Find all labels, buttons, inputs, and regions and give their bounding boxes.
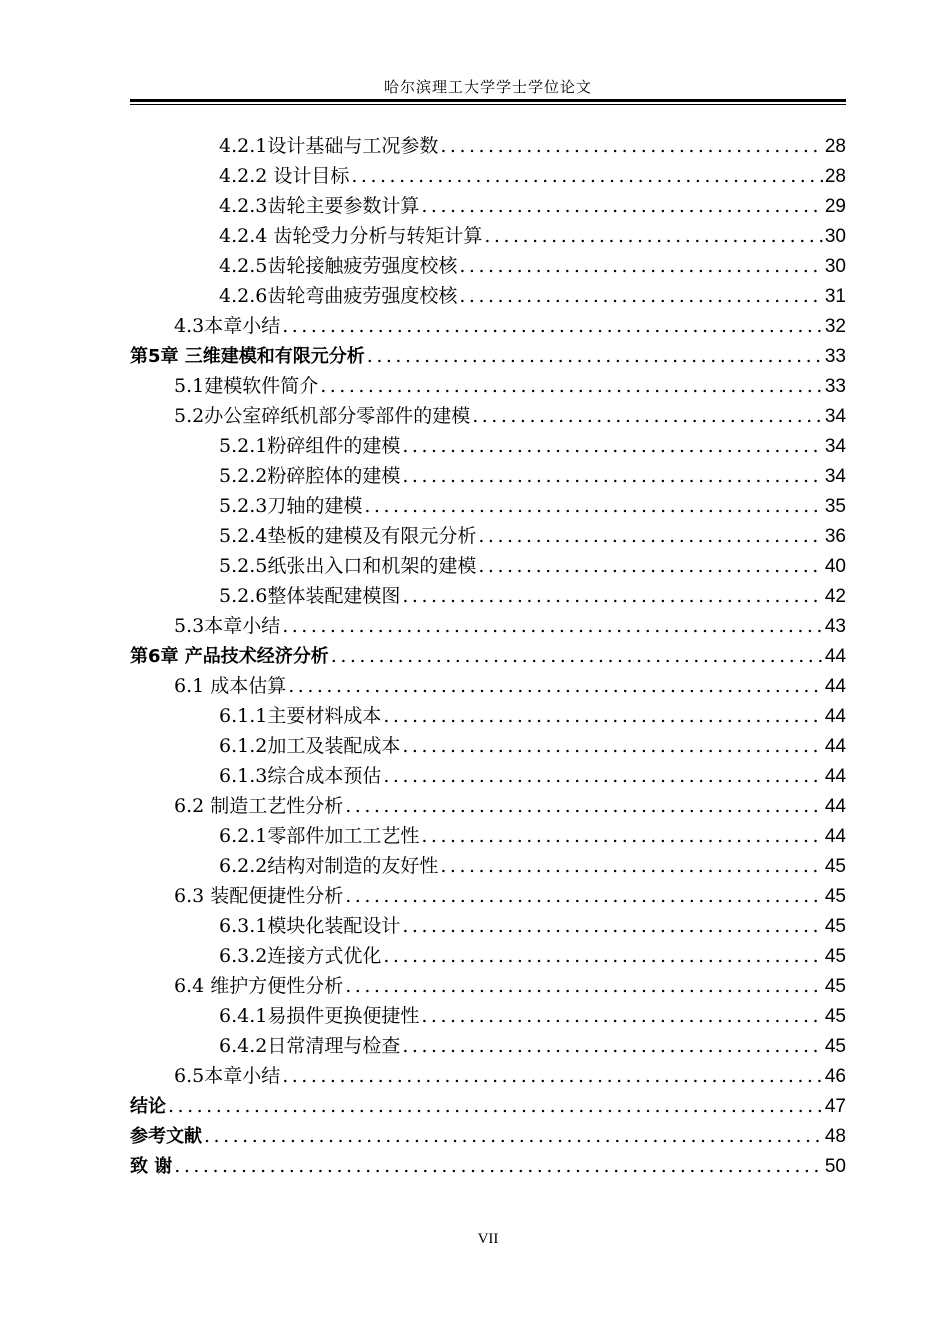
toc-entry[interactable] [130,701,846,731]
toc-entry-page: 44 [824,826,846,847]
toc-entry-page: 47 [824,1096,846,1117]
toc-entry-title: 4.2.6齿轮弯曲疲劳强度校核 [219,285,458,307]
toc-entry-page: 45 [824,946,846,967]
toc-dot-leader [383,941,823,971]
toc-entry[interactable] [130,251,846,281]
toc-dot-leader [472,401,823,431]
toc-entry[interactable] [130,341,846,371]
toc-entry-page: 32 [824,316,846,337]
toc-entry-page: 44 [824,646,846,667]
toc-entry[interactable] [130,551,846,581]
toc-dot-leader [402,911,823,941]
toc-entry[interactable] [130,281,846,311]
toc-entry-title: 6.5本章小结 [174,1065,281,1087]
toc-dot-leader [478,521,823,551]
toc-entry[interactable] [130,611,846,641]
toc-dot-leader [345,971,823,1001]
toc-entry-page: 33 [824,376,846,397]
toc-entry-page: 44 [824,706,846,727]
toc-entry-page: 48 [824,1126,846,1147]
table-of-contents [130,131,846,1181]
toc-entry[interactable] [130,461,846,491]
toc-entry-page: 28 [824,166,846,187]
toc-entry-page: 34 [824,466,846,487]
toc-dot-leader [402,731,823,761]
toc-entry[interactable] [130,311,846,341]
toc-entry-page: 50 [824,1156,846,1177]
toc-dot-leader [351,161,822,191]
toc-entry[interactable] [130,1001,846,1031]
page-number: VII [477,1231,499,1247]
toc-dot-leader [282,1061,823,1091]
toc-entry[interactable] [130,491,846,521]
toc-dot-leader [402,1031,823,1061]
toc-dot-leader [383,701,823,731]
toc-entry-title: 5.2.5纸张出入口和机架的建模 [219,555,477,577]
toc-entry-title: 6.1 成本估算 [174,675,287,697]
toc-dot-leader [383,761,823,791]
toc-entry[interactable] [130,881,846,911]
toc-dot-leader [331,641,823,671]
toc-dot-leader [402,461,823,491]
toc-entry[interactable] [130,941,846,971]
toc-entry-title: 6.4.1易损件更换便捷性 [219,1005,420,1027]
toc-entry-page: 44 [824,766,846,787]
toc-entry[interactable] [130,911,846,941]
toc-entry[interactable] [130,641,846,671]
toc-entry-title: 4.3本章小结 [174,315,281,337]
toc-entry-page: 46 [824,1066,846,1087]
toc-dot-leader [282,311,823,341]
toc-dot-leader [402,581,823,611]
toc-entry-title: 6.1.1主要材料成本 [219,705,382,727]
toc-entry-title: 6.3 装配便捷性分析 [174,885,344,907]
toc-entry[interactable] [130,731,846,761]
toc-entry-title: 4.2.4 齿轮受力分析与转矩计算 [219,225,483,247]
toc-entry[interactable] [130,221,846,251]
toc-entry-title: 5.2.3刀轴的建模 [219,495,363,517]
toc-entry-page: 35 [824,496,846,517]
toc-entry-title: 致 谢 [130,1156,173,1177]
toc-entry[interactable] [130,1121,846,1151]
toc-entry-title: 5.2办公室碎纸机部分零部件的建模 [174,405,471,427]
toc-entry-page: 40 [824,556,846,577]
toc-entry-title: 6.4 维护方便性分析 [174,975,344,997]
toc-entry[interactable] [130,671,846,701]
toc-dot-leader [402,431,823,461]
toc-dot-leader [364,491,823,521]
toc-entry-page: 34 [824,406,846,427]
toc-entry-page: 44 [824,736,846,757]
toc-entry-title: 4.2.3齿轮主要参数计算 [219,195,420,217]
toc-entry-title: 6.3.2连接方式优化 [219,945,382,967]
toc-entry[interactable] [130,971,846,1001]
toc-entry-page: 45 [824,886,846,907]
toc-dot-leader [440,131,823,161]
toc-dot-leader [174,1151,823,1181]
toc-entry-page: 36 [824,526,846,547]
toc-entry[interactable] [130,1151,846,1181]
toc-entry[interactable] [130,791,846,821]
toc-entry-title: 第6章 产品技术经济分析 [130,646,329,667]
toc-entry-title: 5.2.1粉碎组件的建模 [219,435,401,457]
toc-dot-leader [478,551,823,581]
toc-entry-title: 4.2.2 设计目标 [219,165,350,187]
toc-entry-page: 29 [824,196,846,217]
toc-entry-page: 34 [824,436,846,457]
toc-entry-page: 28 [824,136,846,157]
toc-entry[interactable] [130,761,846,791]
toc-entry[interactable] [130,1061,846,1091]
toc-entry-title: 6.1.2加工及装配成本 [219,735,401,757]
toc-entry-title: 6.4.2日常清理与检查 [219,1035,401,1057]
toc-dot-leader [484,221,822,251]
toc-dot-leader [440,851,823,881]
toc-entry[interactable] [130,581,846,611]
toc-entry-page: 45 [824,976,846,997]
toc-entry-title: 6.1.3综合成本预估 [219,765,382,787]
toc-entry[interactable] [130,401,846,431]
toc-entry-page: 45 [824,1006,846,1027]
toc-entry-page: 45 [824,916,846,937]
toc-entry-title: 5.1建模软件简介 [174,375,319,397]
toc-entry-title: 4.2.1设计基础与工况参数 [219,135,439,157]
toc-entry-title: 5.3本章小结 [174,615,281,637]
toc-entry[interactable] [130,851,846,881]
toc-entry-page: 31 [824,286,846,307]
toc-entry-title: 6.2.2结构对制造的友好性 [219,855,439,877]
toc-dot-leader [421,1001,823,1031]
toc-entry[interactable] [130,821,846,851]
toc-entry-title: 参考文献 [130,1126,202,1147]
toc-dot-leader [345,791,823,821]
toc-entry-title: 第5章 三维建模和有限元分析 [130,346,365,367]
toc-entry-title: 6.3.1模块化装配设计 [219,915,401,937]
toc-entry[interactable] [130,191,846,221]
toc-dot-leader [459,251,823,281]
toc-dot-leader [168,1091,823,1121]
toc-entry-title: 5.2.4垫板的建模及有限元分析 [219,525,477,547]
header-rule-thin [130,104,846,105]
toc-dot-leader [459,281,823,311]
toc-entry[interactable] [130,371,846,401]
toc-entry-page: 45 [824,1036,846,1057]
toc-entry[interactable] [130,521,846,551]
toc-entry[interactable] [130,1031,846,1061]
toc-entry-page: 44 [824,676,846,697]
toc-entry-page: 30 [824,256,846,277]
toc-entry[interactable] [130,431,846,461]
toc-dot-leader [320,371,823,401]
toc-dot-leader [421,821,823,851]
toc-dot-leader [288,671,823,701]
toc-entry-page: 33 [824,346,846,367]
toc-entry-page: 45 [824,856,846,877]
toc-entry-page: 30 [824,226,846,247]
toc-entry-page: 44 [824,796,846,817]
toc-entry-title: 6.2 制造工艺性分析 [174,795,344,817]
header-rule-thick [130,99,846,102]
toc-dot-leader [282,611,823,641]
toc-entry[interactable] [130,161,846,191]
toc-entry-title: 6.2.1零部件加工工艺性 [219,825,420,847]
toc-dot-leader [345,881,823,911]
toc-entry-title: 结论 [130,1096,166,1117]
toc-entry-title: 5.2.2粉碎腔体的建模 [219,465,401,487]
toc-entry-page: 42 [824,586,846,607]
toc-dot-leader [367,341,823,371]
running-header: 哈尔滨理工大学学士学位论文 [383,78,592,96]
toc-dot-leader [204,1121,823,1151]
toc-entry-page: 43 [824,616,846,637]
toc-entry-title: 5.2.6整体装配建模图 [219,585,401,607]
toc-entry-title: 4.2.5齿轮接触疲劳强度校核 [219,255,458,277]
toc-entry[interactable] [130,131,846,161]
toc-dot-leader [421,191,823,221]
toc-entry[interactable] [130,1091,846,1121]
